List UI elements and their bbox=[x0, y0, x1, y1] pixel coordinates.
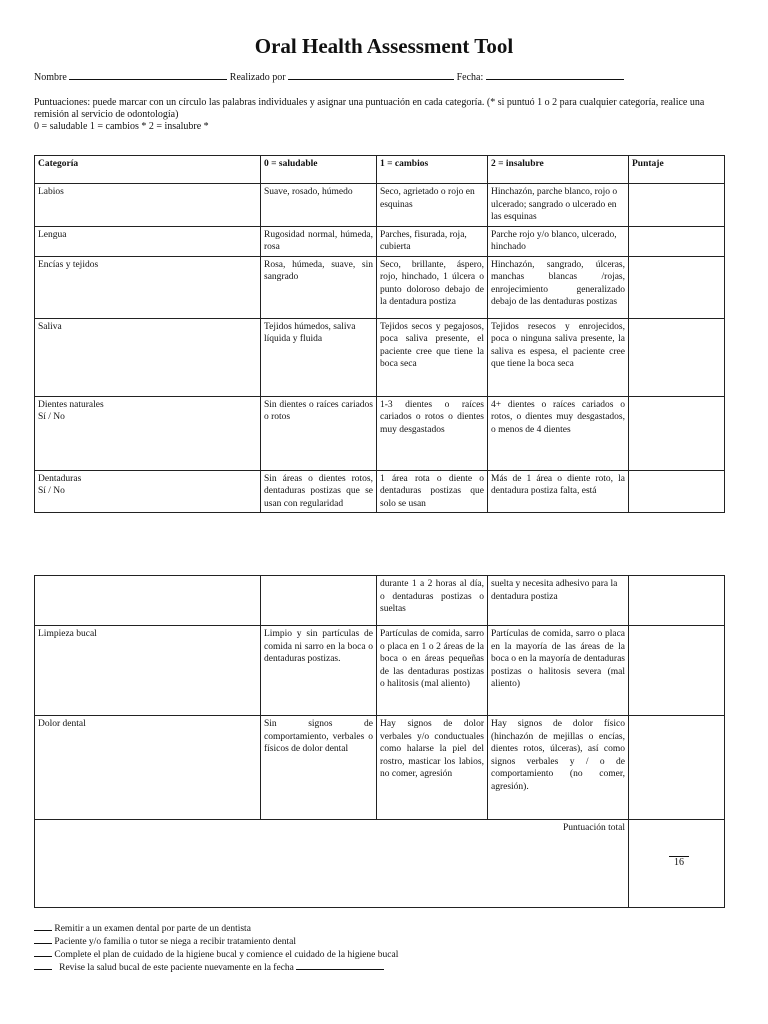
total-label: Puntuación total bbox=[35, 820, 629, 908]
healthy-cell: Limpio y sin partículas de comida ni sarro en la boca o dentaduras postizas. bbox=[261, 626, 377, 716]
score-cell[interactable] bbox=[629, 470, 725, 513]
score-legend: 0 = saludable 1 = cambios * 2 = insalubre * bbox=[34, 121, 209, 132]
changes-cell: 1-3 dientes o raíces cariados o rotos o dientes muy desgastados bbox=[377, 396, 488, 470]
name-field[interactable] bbox=[69, 70, 227, 80]
action-label: Paciente y/o familia o tutor se niega a recibir tratamiento dental bbox=[54, 937, 297, 947]
healthy-cell: Rosa, húmeda, suave, sin sangrado bbox=[261, 256, 377, 318]
score-cell[interactable] bbox=[629, 256, 725, 318]
yes-no-option[interactable]: Sí / No bbox=[38, 412, 65, 422]
action-checklist bbox=[34, 922, 398, 974]
table-row bbox=[35, 716, 725, 820]
healthy-cell: Sin áreas o dientes rotos, dentaduras postizas que se usan con regularidad bbox=[261, 470, 377, 513]
table-row bbox=[35, 396, 725, 470]
action-item bbox=[34, 961, 398, 974]
score-cell[interactable] bbox=[629, 226, 725, 256]
category-label: Dentaduras bbox=[38, 473, 82, 484]
score-cell[interactable] bbox=[629, 626, 725, 716]
total-max: 16 bbox=[669, 856, 689, 870]
healthy-cell: Rugosidad normal, húmeda, rosa bbox=[261, 226, 377, 256]
date-field[interactable] bbox=[486, 70, 624, 80]
performed-by-label: Realizado por bbox=[229, 72, 286, 83]
assessment-table-page1 bbox=[34, 155, 725, 513]
instructions bbox=[34, 97, 734, 133]
category-cell: Labios bbox=[35, 184, 261, 227]
total-score-cell[interactable] bbox=[629, 820, 725, 908]
changes-cell: Seco, brillante, áspero, rojo, hinchado, 1 úlcera o punto doloroso debajo de la dentadura postiza bbox=[377, 256, 488, 318]
score-cell[interactable] bbox=[629, 184, 725, 227]
date-label: Fecha: bbox=[456, 72, 484, 83]
assessment-table-page2 bbox=[34, 575, 725, 908]
table-row bbox=[35, 318, 725, 396]
score-cell[interactable] bbox=[629, 576, 725, 626]
header-healthy: 0 = saludable bbox=[261, 156, 377, 184]
category-cell bbox=[35, 470, 261, 513]
unhealthy-cell: Hinchazón, parche blanco, rojo o ulcerado; sangrado o ulcerado en las esquinas bbox=[488, 184, 629, 227]
action-label: Remitir a un examen dental por parte de un dentista bbox=[54, 924, 251, 934]
category-cell: Limpieza bucal bbox=[35, 626, 261, 716]
score-cell[interactable] bbox=[629, 396, 725, 470]
healthy-cell: Tejidos húmedos, saliva líquida y fluida bbox=[261, 318, 377, 396]
checkbox-blank[interactable] bbox=[34, 922, 52, 931]
performed-by-field[interactable] bbox=[288, 70, 454, 80]
category-cell bbox=[35, 396, 261, 470]
healthy-cell: Sin dientes o raíces cariados o rotos bbox=[261, 396, 377, 470]
healthy-cell: Suave, rosado, húmedo bbox=[261, 184, 377, 227]
score-cell[interactable] bbox=[629, 716, 725, 820]
score-cell[interactable] bbox=[629, 318, 725, 396]
unhealthy-cell: Hinchazón, sangrado, úlceras, manchas blancas /rojas, enrojecimiento generalizado debajo de las dentaduras postizas bbox=[488, 256, 629, 318]
action-label: Revise la salud bucal de este paciente nuevamente en la fecha bbox=[59, 963, 294, 973]
category-label: Dientes naturales bbox=[38, 399, 104, 410]
instructions-text: Puntuaciones: puede marcar con un círculo las palabras individuales y asignar una puntuación en cada categoría. (* si puntuó 1 o 2 para cualquier categoría, realice una remisión al servicio de odontología) bbox=[34, 97, 705, 120]
yes-no-option[interactable]: Sí / No bbox=[38, 486, 65, 496]
changes-cell: 1 área rota o diente o dentaduras postizas que solo se usan bbox=[377, 470, 488, 513]
table-row bbox=[35, 626, 725, 716]
action-item bbox=[34, 948, 398, 961]
unhealthy-cell: Partículas de comida, sarro o placa en la mayoría de las áreas de la boca o en la mayoría de dentaduras postizas o halitosis severa (mal aliento) bbox=[488, 626, 629, 716]
category-cell: Lengua bbox=[35, 226, 261, 256]
action-label: Complete el plan de cuidado de la higiene bucal y comience el cuidado de la higiene bucal bbox=[54, 950, 399, 960]
header-category: Categoría bbox=[35, 156, 261, 184]
healthy-cell bbox=[261, 576, 377, 626]
unhealthy-cell: Más de 1 área o diente roto, la dentadura postiza falta, está bbox=[488, 470, 629, 513]
table-row bbox=[35, 226, 725, 256]
changes-cell: Tejidos secos y pegajosos, poca saliva presente, el paciente cree que tiene la boca seca bbox=[377, 318, 488, 396]
total-row bbox=[35, 820, 725, 908]
table-row bbox=[35, 184, 725, 227]
action-item bbox=[34, 922, 398, 935]
page-title: Oral Health Assessment Tool bbox=[254, 34, 514, 58]
checkbox-blank[interactable] bbox=[34, 948, 52, 957]
unhealthy-cell: Hay signos de dolor físico (hinchazón de mejillas o encías, dientes rotos, úlceras), así como signos verbales y / o de comportamiento (no comer, agresión). bbox=[488, 716, 629, 820]
changes-cell: Partículas de comida, sarro o placa en 1 o 2 áreas de la boca o en áreas pequeñas de las dentaduras postizas o halitosis (mal aliento) bbox=[377, 626, 488, 716]
header-unhealthy: 2 = insalubre bbox=[488, 156, 629, 184]
table-row bbox=[35, 470, 725, 513]
header-score: Puntaje bbox=[629, 156, 725, 184]
unhealthy-cell: suelta y necesita adhesivo para la dentadura postiza bbox=[488, 576, 629, 626]
changes-cell: Seco, agrietado o rojo en esquinas bbox=[377, 184, 488, 227]
header-fields bbox=[34, 70, 624, 83]
changes-cell: Parches, fisurada, roja, cubierta bbox=[377, 226, 488, 256]
checkbox-blank[interactable] bbox=[34, 935, 52, 944]
category-cell: Saliva bbox=[35, 318, 261, 396]
header-changes: 1 = cambios bbox=[377, 156, 488, 184]
category-cell: Encías y tejidos bbox=[35, 256, 261, 318]
category-cell bbox=[35, 576, 261, 626]
recheck-date-field[interactable] bbox=[296, 961, 384, 970]
action-item bbox=[34, 935, 398, 948]
unhealthy-cell: Parche rojo y/o blanco, ulcerado, hinchado bbox=[488, 226, 629, 256]
category-cell: Dolor dental bbox=[35, 716, 261, 820]
healthy-cell: Sin signos de comportamiento, verbales o físicos de dolor dental bbox=[261, 716, 377, 820]
unhealthy-cell: 4+ dientes o raíces cariados o rotos, o dientes muy desgastados, o menos de 4 dientes bbox=[488, 396, 629, 470]
checkbox-blank[interactable] bbox=[34, 961, 52, 970]
changes-cell: durante 1 a 2 horas al día, o dentaduras postizas o sueltas bbox=[377, 576, 488, 626]
changes-cell: Hay signos de dolor verbales y/o conductuales como halarse la piel del rostro, masticar los labios, no comer, agresión bbox=[377, 716, 488, 820]
table-row bbox=[35, 256, 725, 318]
table-row bbox=[35, 576, 725, 626]
unhealthy-cell: Tejidos resecos y enrojecidos, poca o ninguna saliva presente, la saliva es espesa, el paciente cree que tiene la boca seca bbox=[488, 318, 629, 396]
name-label: Nombre bbox=[34, 72, 67, 83]
